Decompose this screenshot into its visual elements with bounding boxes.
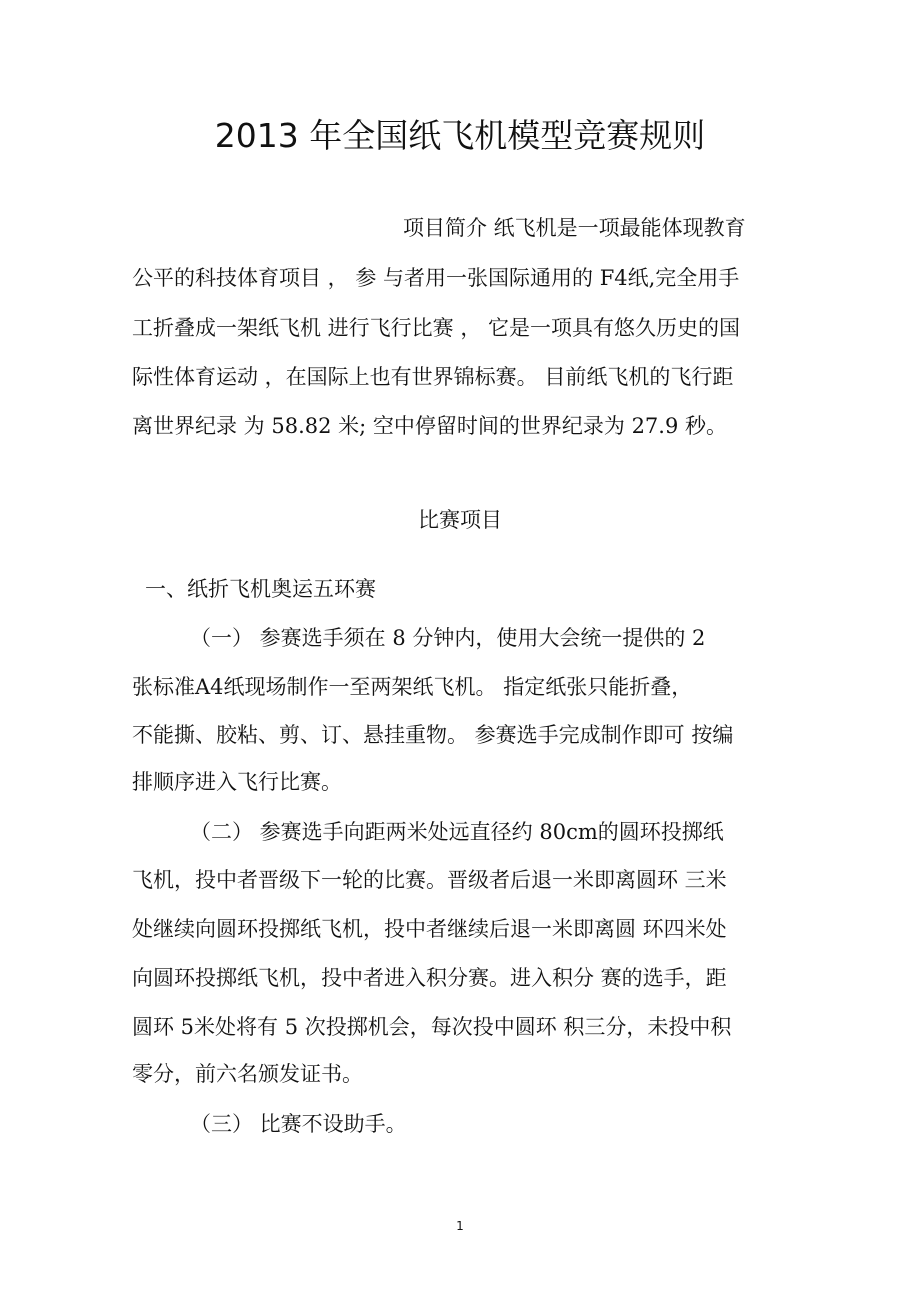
rule-2-line-2: 飞机，投中者晋级下一轮的比赛。晋级者后退一米即离圆环 三米 (132, 868, 727, 892)
rule-3-line-1: （三） 比赛不设助手。 (190, 1112, 407, 1136)
rule-1-line-1: （一） 参赛选手须在 8 分钟内，使用大会统一提供的 2 (190, 626, 706, 650)
rule-1-line-2: 张标准A4纸现场制作一至两架纸飞机。 指定纸张只能折叠， (132, 675, 693, 699)
page-number: 1 (456, 1219, 464, 1233)
intro-line-2: 公平的科技体育项目 ， 参 与者用一张国际通用的 F4纸,完全用手 (132, 266, 740, 290)
rule-2-line-6: 零分，前六名颁发证书。 (132, 1062, 363, 1086)
rule-2-line-1: （二） 参赛选手向距两米处远直径约 80cm的圆环投掷纸 (190, 820, 724, 844)
rule-2-line-3: 处继续向圆环投掷纸飞机，投中者继续后退一米即离圆 环四米处 (132, 917, 727, 941)
document-title: 2013 年全国纸飞机模型竞赛规则 (214, 116, 706, 155)
rule-1-line-4: 排顺序进入飞行比赛。 (132, 770, 342, 794)
intro-line-3: 工折叠成一架纸飞机 进行飞行比赛 ， 它是一项具有悠久历史的国 (132, 316, 741, 340)
rule-2-line-4: 向圆环投掷纸飞机，投中者进入积分赛。进入积分 赛的选手，距 (132, 966, 727, 990)
subsection-heading: 一、纸折飞机奥运五环赛 (145, 577, 376, 601)
intro-line-4: 际性体育运动 ，在国际上也有世界锦标赛。 目前纸飞机的飞行距 (132, 365, 734, 389)
rule-2-line-5: 圆环 5米处将有 5 次投掷机会，每次投中圆环 积三分，未投中积 (132, 1015, 732, 1039)
intro-line-1: 项目简介 纸飞机是一项最能体现教育 (403, 216, 746, 240)
rule-1-line-3: 不能撕、胶粘、剪、订、悬挂重物。 参赛选手完成制作即可 按编 (132, 723, 734, 747)
intro-line-5: 离世界纪录 为 58.82 米; 空中停留时间的世界纪录为 27.9 秒。 (132, 414, 728, 438)
section-heading: 比赛项目 (418, 508, 502, 532)
